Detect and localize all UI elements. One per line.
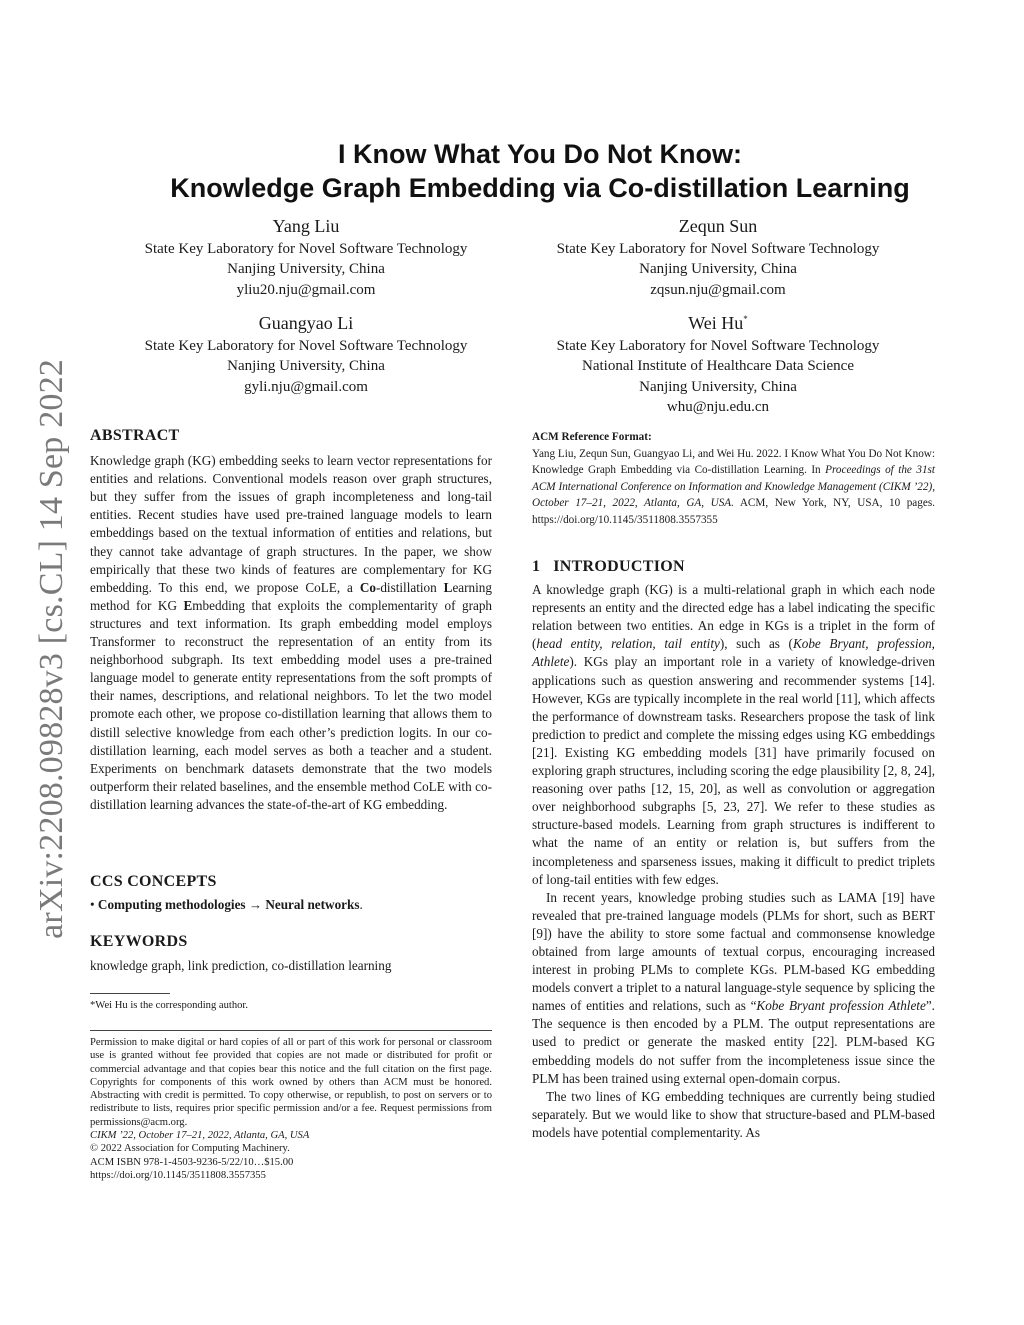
author-university: Nanjing University, China	[639, 378, 797, 395]
isbn-line: ACM ISBN 978-1-4503-9236-5/22/10…$15.00	[90, 1156, 294, 1168]
author-name: Zequn Sun	[678, 216, 758, 236]
permission-divider	[90, 1030, 492, 1031]
abstract-section	[90, 427, 492, 814]
doi-link[interactable]: https://doi.org/10.1145/3511808.3557355	[90, 1169, 266, 1181]
introduction-paragraph-1: A knowledge graph (KG) is a multi-relational graph in which each node represents an entity and the directed edge has a label indicating the specific relation between two entities. An edge in KGs is a triplet in the form of (head entity, relation, tail entity), such as (Kobe Bryant, profession, Athlete). KGs play an important role in a variety of knowledge-driven applications such as question answering and recommender systems [14]. However, KGs are typically incomplete in the real world [11], which affects the performance of downstream tasks. Researchers propose the task of link prediction to predict and complete the missing edges using KG embeddings [21]. Existing KG embedding models [31] have primarily focused on exploring graph structures, including scoring the edge plausibility [2, 8, 24], reasoning over paths [12, 15, 20], as well as convolution or aggregation over neighborhood subgraphs [5, 23, 27]. We refer to these studies as structure-based models. Learning from graph structures is indifferent to what the name of an entity or relation is, but suffers from the incompleteness and sparseness issues, making it difficult to predict triplets of long-tail entities with few edges.	[532, 582, 935, 887]
author-email: zqsun.nju@gmail.com	[650, 281, 786, 298]
author-email: yliu20.nju@gmail.com	[236, 281, 376, 298]
paper-title-line-2: Knowledge Graph Embedding via Co-distillation Learning	[170, 173, 910, 203]
ccs-heading: CCS CONCEPTS	[90, 873, 217, 890]
corresponding-author-mark: *	[743, 314, 748, 324]
arxiv-stamp	[30, 355, 74, 943]
author-institute: National Institute of Healthcare Data Science	[582, 358, 854, 375]
permission-block	[90, 1036, 492, 1182]
footnote-corresponding-author: *Wei Hu is the corresponding author.	[90, 1000, 249, 1011]
author-affiliation: State Key Laboratory for Novel Software Technology	[556, 338, 880, 354]
introduction-paragraph-2: In recent years, knowledge probing studies such as LAMA [19] have revealed that pre-trained language models (PLMs for short, such as BERT [9]) have the ability to store some factual and commonsense knowledge obtained from large amounts of textual corpus, encouraging increased interest in probing PLMs to complete KGs. PLM-based KG embedding models convert a triplet to a natural language-style sequence by splicing the names of entities and relations, such as “Kobe Bryant profession Athlete”. The sequence is then encoded by a PLM. The output representations are used to predict or generate the masked entity [22]. PLM-based KG embedding models do not suffer from the incompleteness issue since the PLM has been trained using external open-domain corpus.	[532, 889, 935, 1086]
author-block-wei-hu	[508, 312, 928, 417]
paper-title-line-1: I Know What You Do Not Know:	[338, 139, 742, 169]
arxiv-stamp-text: arXiv:2208.09828v3 [cs.CL] 14 Sep 2022	[33, 359, 70, 939]
acm-reference-text: Yang Liu, Zequn Sun, Guangyao Li, and Wei Hu. 2022. I Know What You Do Not Know: Knowledge Graph Embedding via Co-distillation Learning. In Proceedings of the 31st ACM International Conference on Information and Knowledge Management (CIKM ’22), October 17–21, 2022, Atlanta, GA, USA. ACM, New York, NY, USA, 10 pages. https://doi.org/10.1145/3511808.3557355	[532, 447, 935, 526]
author-name: Guangyao Li	[258, 313, 354, 333]
ccs-concepts-section	[90, 873, 492, 914]
author-name: Wei Hu*	[688, 313, 748, 333]
author-block-guangyao-li	[96, 312, 516, 397]
introduction-paragraph-3: The two lines of KG embedding techniques are currently being studied separately. But we would like to show that structure-based and PLM-based models have potential complementarity. As	[532, 1088, 935, 1140]
author-email: whu@nju.edu.cn	[666, 398, 770, 415]
acm-reference-label: ACM Reference Format:	[532, 431, 652, 443]
author-name: Yang Liu	[272, 216, 340, 236]
keywords-section	[90, 933, 492, 975]
author-email: gyli.nju@gmail.com	[244, 378, 368, 395]
keywords-heading: KEYWORDS	[90, 933, 188, 950]
introduction-heading: 1 INTRODUCTION	[532, 558, 685, 575]
acm-reference-section	[532, 429, 935, 529]
author-affiliation: State Key Laboratory for Novel Software Technology	[144, 338, 468, 354]
footnote-divider	[90, 993, 170, 994]
author-affiliation: State Key Laboratory for Novel Software Technology	[144, 241, 468, 257]
keywords-text: knowledge graph, link prediction, co-distillation learning	[90, 958, 392, 974]
conference-line: CIKM ’22, October 17–21, 2022, Atlanta, GA, USA	[90, 1130, 310, 1142]
author-block-zequn-sun	[508, 215, 928, 300]
introduction-section	[532, 558, 935, 1142]
author-affiliation: State Key Laboratory for Novel Software Technology	[556, 241, 880, 257]
abstract-heading: ABSTRACT	[90, 427, 180, 444]
author-university: Nanjing University, China	[639, 261, 797, 278]
author-university: Nanjing University, China	[227, 261, 385, 278]
ccs-concept: • Computing methodologies → Neural networks.	[90, 897, 363, 913]
permission-text: Permission to make digital or hard copies of all or part of this work for personal or classroom use is granted without fee provided that copies are not made or distributed for profit or commercial advantage and that copies bear this notice and the full citation on the first page. Copyrights for components of this work owned by others than ACM must be honored. Abstracting with credit is permitted. To copy otherwise, or republish, to post on servers or to redistribute to lists, requires prior specific permission and/or a fee. Request permissions from permissions@acm.org.	[90, 1037, 492, 1128]
author-block-yang-liu	[96, 215, 516, 300]
author-university: Nanjing University, China	[227, 358, 385, 375]
copyright-line: © 2022 Association for Computing Machinery.	[90, 1143, 290, 1155]
abstract-text: Knowledge graph (KG) embedding seeks to learn vector representations for entities and relations. Conventional models reason over graph structures, but they suffer from the issues of graph incompleteness and long-tail entities. Recent studies have used pre-trained language models to learn embeddings based on the textual information of entities and relations, but they cannot take advantage of graph structures. In the paper, we show empirically that these two kinds of features are complementary for KG embedding. To this end, we propose CoLE, a Co-distillation Learning method for KG Embedding that exploits the complementarity of graph structures and text information. Its graph embedding model employs Transformer to reconstruct the representation of an entity from its neighborhood subgraph. Its text embedding model uses a pre-trained language model to generate entity representations from the soft prompts of their names, descriptions, and relational neighbors. To let the two model promote each other, we propose co-distillation learning that allows them to distill selective knowledge from each other’s prediction logits. In our co-distillation learning, each model serves as both a teacher and a student. Experiments on benchmark datasets demonstrate that the two models outperform their related baselines, and the ensemble method CoLE with co-distillation learning advances the state-of-the-art of KG embedding.	[90, 453, 493, 812]
